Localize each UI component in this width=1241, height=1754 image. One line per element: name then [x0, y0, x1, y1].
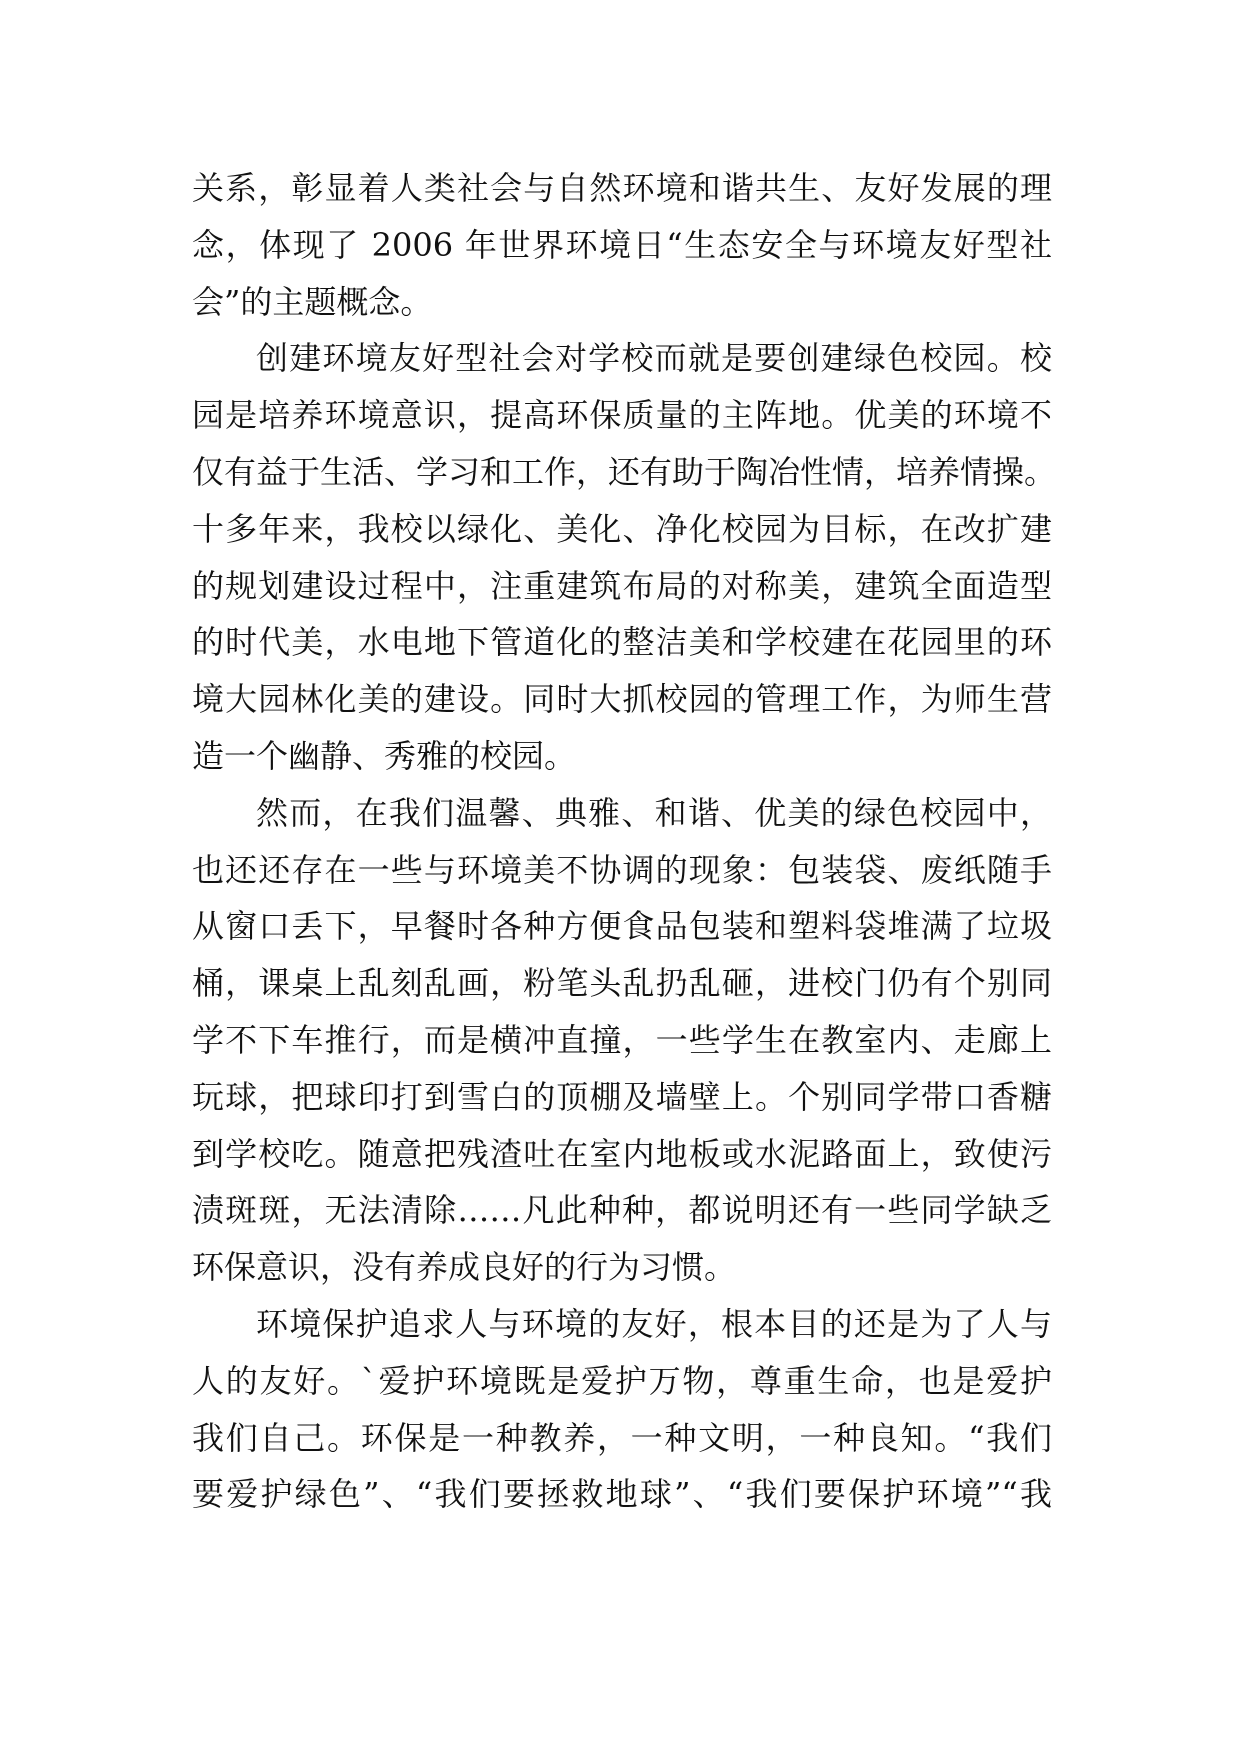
- text-line: 我们自己。环保是一种教养，一种文明，一种良知。“我们: [192, 1418, 1052, 1457]
- text-line: 环境保护追求人与环境的友好，根本目的还是为了人与: [256, 1304, 1052, 1343]
- text-line: 到学校吃。随意把残渣吐在室内地板或水泥路面上，致使污: [192, 1134, 1052, 1173]
- text-line: 人的友好。`爱护环境既是爱护万物，尊重生命，也是爱护: [192, 1361, 1052, 1400]
- text-line: 的时代美，水电地下管道化的整洁美和学校建在花园里的环: [192, 623, 1052, 662]
- body-text: [192, 160, 1057, 1523]
- text-line: 会”的主题概念。: [192, 282, 433, 321]
- text-line: 环保意识，没有养成良好的行为习惯。: [192, 1248, 737, 1287]
- text-line: 桶，课桌上乱刻乱画，粉笔头乱扔乱砸，进校门仍有个别同: [192, 964, 1052, 1003]
- text-line: 从窗口丢下，早餐时各种方便食品包装和塑料袋堆满了垃圾: [192, 907, 1052, 946]
- text-line: 要爱护绿色”、“我们要拯救地球”、“我们要保护环境”“我: [192, 1475, 1052, 1514]
- text-line: 学不下车推行，而是横冲直撞，一些学生在教室内、走廊上: [192, 1020, 1052, 1059]
- text-line: 也还还存在一些与环境美不协调的现象：包装袋、废纸随手: [192, 850, 1052, 889]
- text-line: 创建环境友好型社会对学校而就是要创建绿色校园。校: [256, 339, 1052, 378]
- text-line: 的规划建设过程中，注重建筑布局的对称美，建筑全面造型: [192, 566, 1052, 605]
- text-line: 境大园林化美的建设。同时大抓校园的管理工作，为师生营: [192, 680, 1052, 719]
- text-line: 十多年来，我校以绿化、美化、净化校园为目标，在改扩建: [192, 509, 1052, 548]
- text-line: 念，体现了 2006 年世界环境日“生态安全与环境友好型社: [192, 225, 1052, 264]
- text-line: 渍斑斑，无法清除……凡此种种，都说明还有一些同学缺乏: [192, 1191, 1052, 1230]
- text-line: 仅有益于生活、学习和工作，还有助于陶冶性情，培养情操。: [192, 452, 1057, 491]
- text-line: 造一个幽静、秀雅的校园。: [192, 736, 577, 775]
- text-line: 然而，在我们温馨、典雅、和谐、优美的绿色校园中，: [256, 793, 1052, 832]
- text-line: 玩球，把球印打到雪白的顶棚及墙壁上。个别同学带口香糖: [192, 1077, 1052, 1116]
- text-line: 园是培养环境意识，提高环保质量的主阵地。优美的环境不: [192, 396, 1052, 435]
- text-line: 关系，彰显着人类社会与自然环境和谐共生、友好发展的理: [192, 169, 1052, 207]
